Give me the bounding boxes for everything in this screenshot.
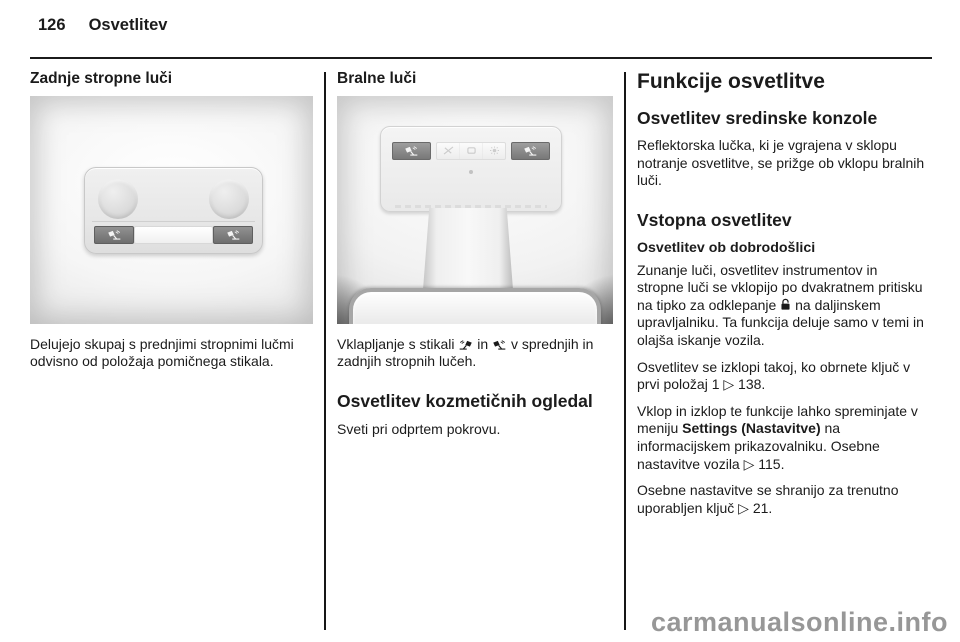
sensor-dot <box>469 170 473 174</box>
settings-menu-text <box>637 403 927 473</box>
reading-lamp-icon <box>107 230 122 240</box>
column-divider <box>624 72 626 630</box>
text-segment: Zunanje luči, osvetlitev instrumentov in stropne luči se vklopijo po dvakratnem pritisku na tipko za odklepanje <box>637 261 923 313</box>
console-vent-ticks <box>395 205 547 208</box>
reading-lamp-icon <box>404 146 419 156</box>
vanity-mirror-lighting-text: Sveti pri odprtem pokrovu. <box>337 420 501 437</box>
reading-lights-heading: Bralne luči <box>337 70 417 87</box>
text-segment: in <box>477 335 489 352</box>
welcome-lighting-subheading: Osvetlitev ob dobrodošlici <box>637 239 816 256</box>
column-divider <box>324 72 326 630</box>
centre-console-lighting-heading: Osvetlitev sredinske konzole <box>637 107 878 128</box>
console-center-panel <box>436 142 506 160</box>
reading-lamp-icon <box>523 146 538 156</box>
reading-lamp-icon <box>226 230 241 240</box>
header-rule <box>30 57 932 59</box>
dimmed-lamp-icon <box>459 143 482 159</box>
remote-unlock-icon <box>780 298 791 311</box>
text-segment: na informacijskem prikazovalniku. Osebne nastavitve vozila ▷ 115. <box>637 420 880 472</box>
rear-ceiling-lights-photo <box>30 96 313 324</box>
column-lighting-features <box>637 70 927 630</box>
lighting-switch-off-text: Osvetlitev se izklopi takoj, ko obrnete ključ v prvi položaj 1 ▷ 138. <box>637 358 911 393</box>
switch-strip <box>92 221 255 247</box>
watermark: carmanualsonline.info <box>650 607 948 637</box>
reading-lamp-button-right <box>511 142 550 160</box>
courtesy-lamp-lens-right <box>209 179 249 219</box>
courtesy-lamp-lens-left <box>98 179 138 219</box>
personal-settings-text: Osebne nastavitve se shranijo za trenutno uporabljen ključ ▷ 21. <box>637 482 899 516</box>
reading-lamp-switch-left <box>94 226 134 244</box>
reading-lamp-icon <box>458 340 473 350</box>
chapter-title: Osvetlitev <box>88 16 168 34</box>
page-header <box>38 16 167 35</box>
page-number: 126 <box>38 16 66 34</box>
rear-view-mirror <box>349 288 601 324</box>
overhead-console-photo <box>337 96 613 324</box>
lens-bar <box>134 226 213 244</box>
welcome-lighting-text <box>637 262 927 350</box>
dimmed-lamp-off-icon <box>437 143 459 159</box>
rear-ceiling-lights-heading: Zadnje stropne luči <box>30 70 173 87</box>
column-reading-lights <box>337 70 613 630</box>
rear-ceiling-lights-text <box>30 336 313 371</box>
overhead-console-unit <box>380 126 562 212</box>
entry-lighting-heading: Vstopna osvetlitev <box>637 209 792 230</box>
console-button-row <box>392 142 550 160</box>
column-rear-ceiling-lights <box>30 70 313 630</box>
settings-menu-label: Settings (Nastavitve) <box>682 420 821 437</box>
text-segment: na daljinskem upravljalniku. Ta funkcija deluje samo v temi in olajša iskanje vozila. <box>637 296 924 348</box>
lighting-features-title: Funkcije osvetlitve <box>637 70 825 93</box>
text-segment: v sprednjih in zadnjih stropnih lučeh. <box>337 335 594 370</box>
reading-lights-text <box>337 336 613 371</box>
three-column-layout <box>30 70 932 630</box>
reading-lamp-icon <box>492 340 507 350</box>
reading-lamp-button-left <box>392 142 431 160</box>
centre-console-lighting-text: Reflektorska lučka, ki je vgrajena v sklopu notranje osvetlitve, se prižge ob vklopu bralnih luči. <box>637 137 925 189</box>
text-segment: Delujejo skupaj s prednjimi stropnimi lučmi odvisno od položaja pomičnega stikala. <box>30 335 294 370</box>
text-segment: Vklop in izklop te funkcije lahko spreminjate v meniju <box>637 402 918 437</box>
rear-ceiling-light-unit <box>84 167 263 254</box>
mirror-stem <box>423 208 513 290</box>
vanity-mirror-lighting-heading: Osvetlitev kozmetičnih ogledal <box>337 391 593 411</box>
text-segment: Vklapljanje s stikali <box>337 335 455 352</box>
dimmed-sun-icon <box>482 143 505 159</box>
reading-lamp-switch-right <box>213 226 253 244</box>
